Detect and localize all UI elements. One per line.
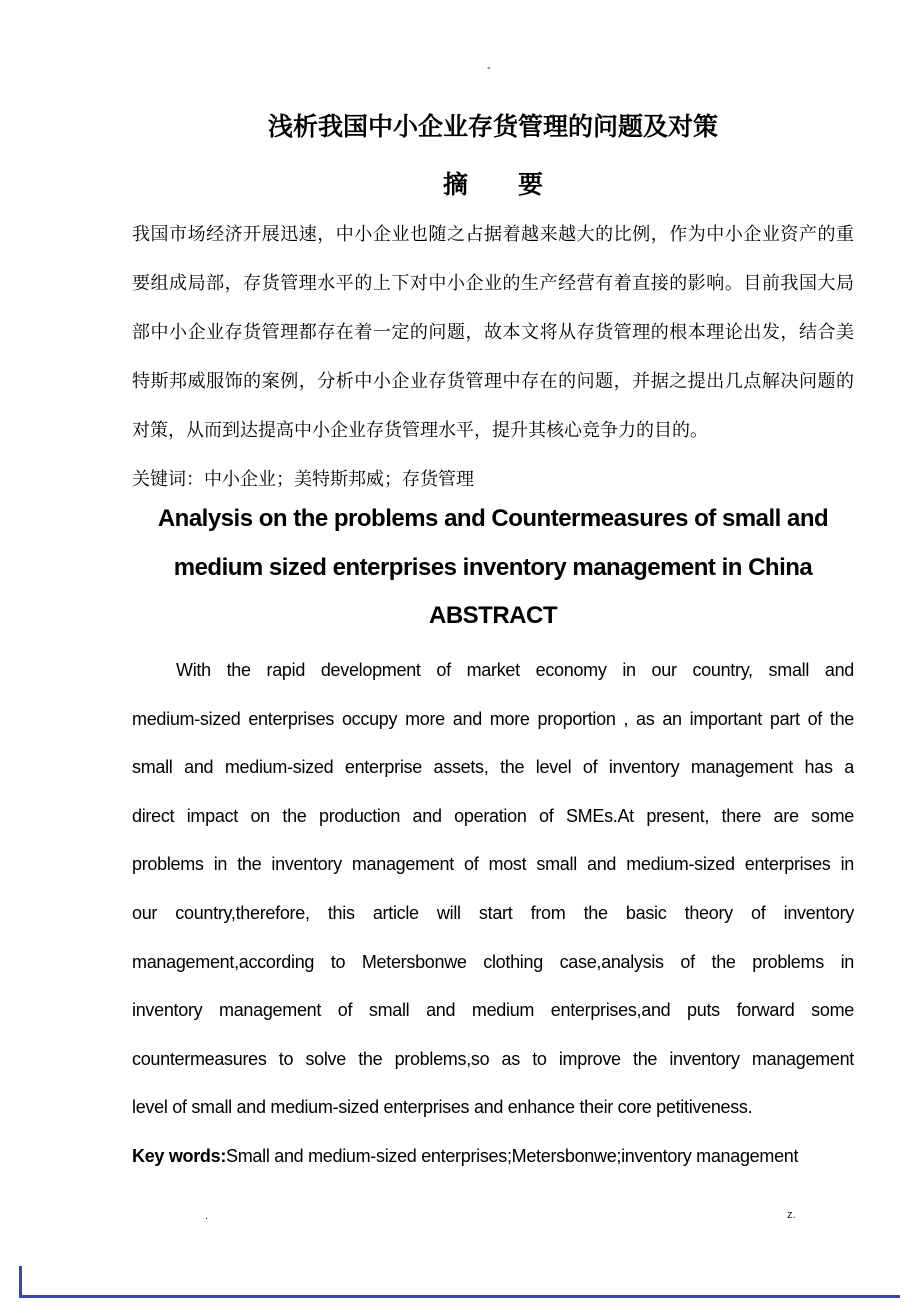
english-keywords-label: Key words: (132, 1145, 227, 1166)
english-paragraph-line: management,according to Metersbonwe clothing case,analysis of the problems in (132, 951, 854, 972)
english-title-block (132, 495, 854, 641)
chinese-paragraph-line: 我国市场经济开展迅速，中小企业也随之占据着越来越大的比例，作为中小企业资产的重 (132, 224, 854, 244)
english-title-line: Analysis on the problems and Countermeasures of small and (157, 505, 829, 532)
english-paragraph-line: our country,therefore, this article will start from the basic theory of inventory (132, 902, 854, 923)
english-paragraph-line: With the rapid development of market economy in our country, small and (176, 660, 854, 680)
page-corner-vertical-line (19, 1266, 22, 1298)
english-paragraph-line: level of small and medium-sized enterprises and enhance their core petitiveness. (132, 1097, 753, 1118)
english-abstract-paragraph (132, 646, 854, 1181)
page-corner-horizontal-line (19, 1295, 900, 1298)
english-paragraph-line: small and medium-sized enterprise assets, the level of inventory management has a (132, 757, 854, 778)
english-keywords-value: Small and medium-sized enterprises;Metersbonwe;inventory management (226, 1145, 799, 1166)
chinese-title: 浅析我国中小企业存货管理的问题及对策 (267, 113, 718, 141)
english-abstract-heading: ABSTRACT (429, 602, 557, 629)
chinese-paragraph-line: 部中小企业存货管理都存在着一定的问题，故本文将从存货管理的根本理论出发，结合美 (132, 322, 854, 342)
bottom-right-mark: z. (787, 1209, 796, 1221)
chinese-keywords: 关键词：中小企业；美特斯邦威；存货管理 (132, 469, 474, 489)
chinese-paragraph-line: 要组成局部，存货管理水平的上下对中小企业的生产经营有着直接的影响。目前我国大局 (132, 273, 854, 293)
chinese-abstract-heading: 摘 要 (442, 171, 543, 199)
chinese-paragraph-line: 对策，从而到达提高中小企业存货管理水平，提升其核心竞争力的目的。 (132, 420, 708, 440)
chinese-paragraph-line: 特斯邦威服饰的案例，分析中小企业存货管理中存在的问题，并据之提出几点解决问题的 (132, 371, 854, 391)
english-title-line: medium sized enterprises inventory management in China (173, 553, 813, 581)
bottom-left-mark: . (205, 1210, 209, 1222)
chinese-abstract-paragraph (132, 210, 854, 504)
english-keywords (132, 1132, 854, 1181)
english-paragraph-line: problems in the inventory management of most small and medium-sized enterprises in (132, 854, 854, 875)
english-paragraph-line: direct impact on the production and operation of SMEs.At present, there are some (132, 805, 854, 826)
top-dash-mark: - (487, 62, 491, 74)
english-paragraph-line: inventory management of small and medium enterprises,and puts forward some (132, 1000, 854, 1021)
english-paragraph-line: countermeasures to solve the problems,so as to improve the inventory management (132, 1048, 854, 1069)
english-paragraph-line: medium-sized enterprises occupy more and more proportion , as an important part of the (132, 708, 854, 729)
